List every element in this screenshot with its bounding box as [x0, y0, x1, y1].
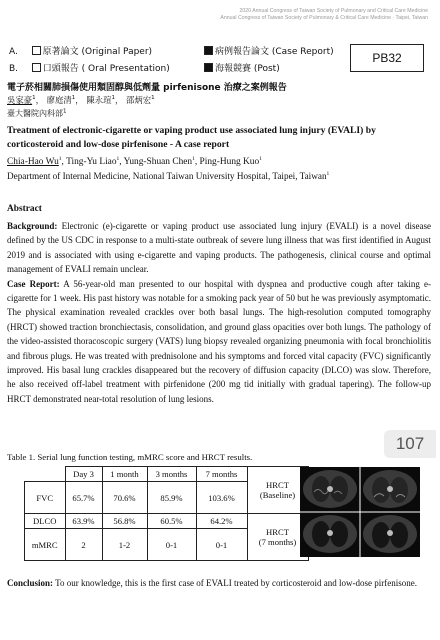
table-header-row	[25, 467, 309, 482]
table-row: mMRC 2 1-2 0-1 0-1	[25, 529, 309, 561]
checkbox-filled-icon[interactable]	[204, 63, 213, 72]
row-label: mMRC	[25, 529, 66, 561]
title-english: Treatment of electronic-cigarette or vaping product use associated lung injury (EVALI) by corticosteroid and low-dose pirfenisone - A case report	[7, 125, 376, 150]
hrct-baseline-left	[303, 470, 357, 508]
table-caption: Table 1. Serial lung function testing, mMRC score and HRCT results.	[7, 452, 253, 462]
author-en: Yung-Shuan Chen	[123, 157, 193, 168]
page-number-badge: 107	[384, 430, 436, 458]
conclusion-paragraph: Conclusion: To our knowledge, this is the first case of EVALI treated by corticosteroid and low-dose pirfenisone.	[7, 578, 417, 588]
option-a	[9, 46, 152, 58]
author-zh: 邵炳宏	[126, 95, 152, 105]
author-zh: 吳家豪	[7, 95, 33, 105]
table-header: 3 months	[147, 467, 196, 482]
table-row: FVC 65.7% 70.6% 85.9% 103.6%	[25, 482, 309, 514]
poster-id-box: PB32	[350, 44, 424, 72]
congress-header	[168, 8, 428, 22]
background-paragraph: Background: Electronic (e)-cigarette or vaping product use associated lung injury (EVALI) is a novel disease defined by the US CDC in response to a multi-state outbreak of severe lung illness that was first identified in August 2019 and is associated with using e-cigarette and vaping products. The pathogenesis, clinical course and optimal management of EVALI remain unclear.	[7, 221, 431, 275]
option-a-label: 原著論文 (Original Paper)	[42, 47, 153, 57]
authors-chinese: 吳家豪$^1$， 廖庭清$^1$， 陳永瑄$^1$， 邵炳宏$^1$	[7, 95, 155, 105]
option-b	[9, 63, 170, 75]
hrct-images-panel	[300, 467, 420, 557]
checkbox-filled-icon[interactable]	[204, 46, 213, 55]
option-c-label: 病例報告論文 (Case Report)	[215, 47, 334, 57]
option-b-letter: B.	[9, 64, 19, 74]
title-chinese: 電子菸相關肺損傷使用類固醇與低劑量 pirfenisone 治療之案例報告	[7, 83, 287, 93]
option-a-letter: A.	[9, 47, 18, 57]
case-report-paragraph: Case Report: A 56-year-old man presented to our hospital with dyspnea and productive cough after taking e-cigarette for 1 week. His past history was notable for a smoking pack year of 50 but he was previously asymptomatic. The physical examination revealed crackles over both basal lungs. The high-resolution computed tomography (HRCT) showed traction bronchiectasis, consolidation, and ground glass opacities over both lungs. The pathology of the video-assisted thoracoscopic surgery (VATS) lung biopsy revealed organizing pneumonia with focal bronchiolitis and fibrous plugs. He was treated with prednisolone and his symptoms and forced vital capacity (FVC) significantly improved. His basal lung crackles disappeared but the recovery of diffusion capacity (DLCO) was slow. Therefore, he also received off-label treatment with pirfenidone (200 mg tid initially with gradual tapering). The follow-up HRCT demonstrated near-total resolution of lung lesions.	[7, 278, 431, 404]
author-zh: 陳永瑄	[86, 95, 112, 105]
hrct-baseline-right	[363, 470, 417, 508]
row-label: FVC	[25, 482, 66, 514]
table-row: DLCO 63.9% 56.8% 60.5% 64.2% HRCT (7 months)	[25, 514, 309, 529]
congress-line-2: Annual Congress of Taiwan Society of Pulmonary & Critical Care Medicine · Taipei, Taiwan	[220, 15, 428, 21]
results-table	[24, 466, 309, 561]
author-en: Ting-Yu Liao	[66, 157, 117, 168]
hrct-scans-image	[300, 467, 420, 557]
hrct-7month-cell: HRCT (7 months)	[247, 514, 308, 561]
author-zh: 廖庭清	[46, 95, 72, 105]
checkbox-empty-icon[interactable]	[32, 63, 41, 72]
table-header: 1 month	[102, 467, 147, 482]
hrct-7month-left	[303, 515, 357, 553]
hrct-baseline-cell: HRCT (Baseline)	[247, 467, 308, 514]
affiliation-english: Department of Internal Medicine, National Taiwan University Hospital, Taipei, Taiwan$^1$	[7, 171, 330, 182]
option-d	[204, 63, 280, 75]
abstract-body	[7, 219, 431, 406]
option-b-label: 口頭報告 ( Oral Presentation)	[42, 64, 170, 74]
author-en: Chia-Hao Wu	[7, 157, 59, 168]
table-header: 7 months	[196, 467, 247, 482]
hrct-7month-right	[363, 515, 417, 553]
row-label: DLCO	[25, 514, 66, 529]
author-en: Ping-Hung Kuo	[199, 157, 260, 168]
option-c	[204, 46, 334, 58]
option-d-label: 海報競賽 (Post)	[215, 64, 280, 74]
congress-line-1: 2020 Annual Congress of Taiwan Society of Pulmonary and Critical Care Medicine	[239, 8, 428, 14]
authors-english: Chia-Hao Wu$^1$, Ting-Yu Liao$^1$, Yung-Shuan Chen$^1$, Ping-Hung Kuo$^1$	[7, 156, 262, 168]
checkbox-empty-icon[interactable]	[32, 46, 41, 55]
abstract-heading: Abstract	[7, 204, 42, 214]
table-header: Day 3	[65, 467, 102, 482]
affiliation-chinese: 臺大醫院內科部$^1$	[7, 108, 67, 118]
